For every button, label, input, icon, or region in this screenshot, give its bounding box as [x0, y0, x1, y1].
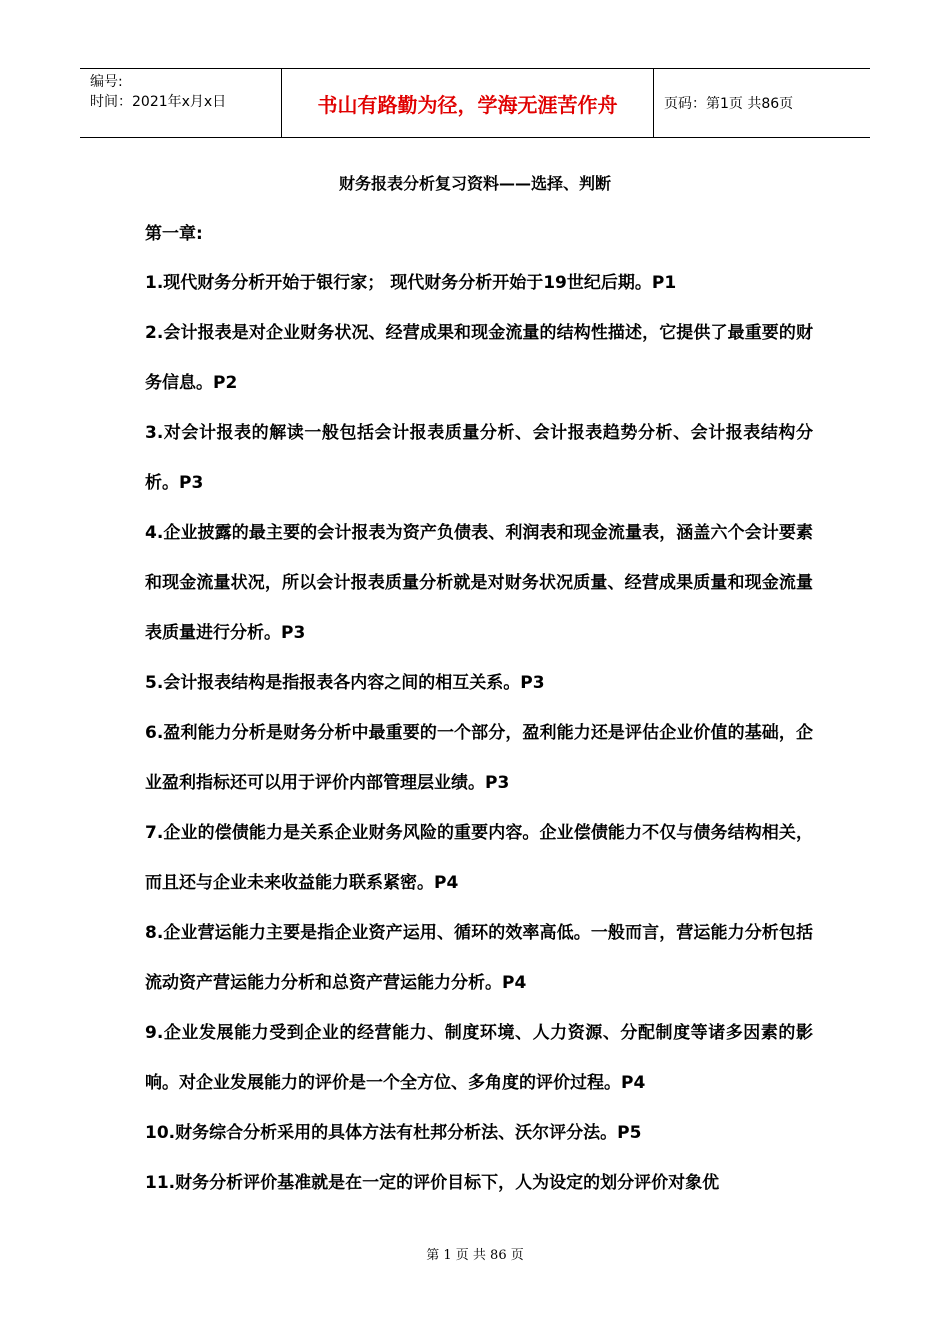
paragraph-4: 4.企业披露的最主要的会计报表为资产负债表、利润表和现金流量表，涵盖六个会计要素和现金流量状况，所以会计报表质量分析就是对财务状况质量、经营成果质量和现金流量表质量进行分析。P3: [145, 523, 813, 643]
date-label: 时间：2021年x月x日: [90, 94, 227, 110]
header-page-cell: [654, 69, 870, 137]
paragraph-5: 5.会计报表结构是指报表各内容之间的相互关系。P3: [145, 673, 545, 693]
paragraph-7: 7.企业的偿债能力是关系企业财务风险的重要内容。企业偿债能力不仅与债务结构相关，而且还与企业未来收益能力联系紧密。P4: [145, 823, 813, 893]
header-meta-cell: [80, 69, 282, 137]
page-footer: 第 1 页 共 86 页: [426, 1248, 524, 1263]
motto-text: 书山有路勤为径，学海无涯苦作舟: [317, 92, 618, 117]
paragraph-10: 10.财务综合分析采用的具体方法有杜邦分析法、沃尔评分法。P5: [145, 1123, 642, 1143]
document-title: 财务报表分析复习资料——选择、判断: [338, 174, 611, 193]
paragraph-9: 9.企业发展能力受到企业的经营能力、制度环境、人力资源、分配制度等诸多因素的影响。对企业发展能力的评价是一个全方位、多角度的评价过程。P4: [145, 1023, 813, 1093]
paragraph-3: 3.对会计报表的解读一般包括会计报表质量分析、会计报表趋势分析、会计报表结构分析。P3: [145, 423, 813, 493]
chapter-heading: 第一章:: [145, 224, 203, 244]
header-motto-cell: [282, 69, 654, 137]
paragraph-2: 2.会计报表是对企业财务状况、经营成果和现金流量的结构性描述，它提供了最重要的财务信息。P2: [145, 323, 813, 393]
paragraph-8: 8.企业营运能力主要是指企业资产运用、循环的效率高低。一般而言，营运能力分析包括流动资产营运能力分析和总资产营运能力分析。P4: [145, 923, 813, 993]
paragraph-11: 11.财务分析评价基准就是在一定的评价目标下，人为设定的划分评价对象优: [145, 1173, 720, 1193]
number-label: 编号:: [90, 74, 123, 90]
page-info: 页码：第1页 共86页: [664, 96, 794, 112]
content-body: [145, 258, 813, 1208]
header-table: [80, 68, 870, 138]
paragraph-1: 1.现代财务分析开始于银行家； 现代财务分析开始于19世纪后期。P1: [145, 273, 677, 293]
paragraph-6: 6.盈利能力分析是财务分析中最重要的一个部分，盈利能力还是评估企业价值的基础，企业盈利指标还可以用于评价内部管理层业绩。P3: [145, 723, 813, 793]
